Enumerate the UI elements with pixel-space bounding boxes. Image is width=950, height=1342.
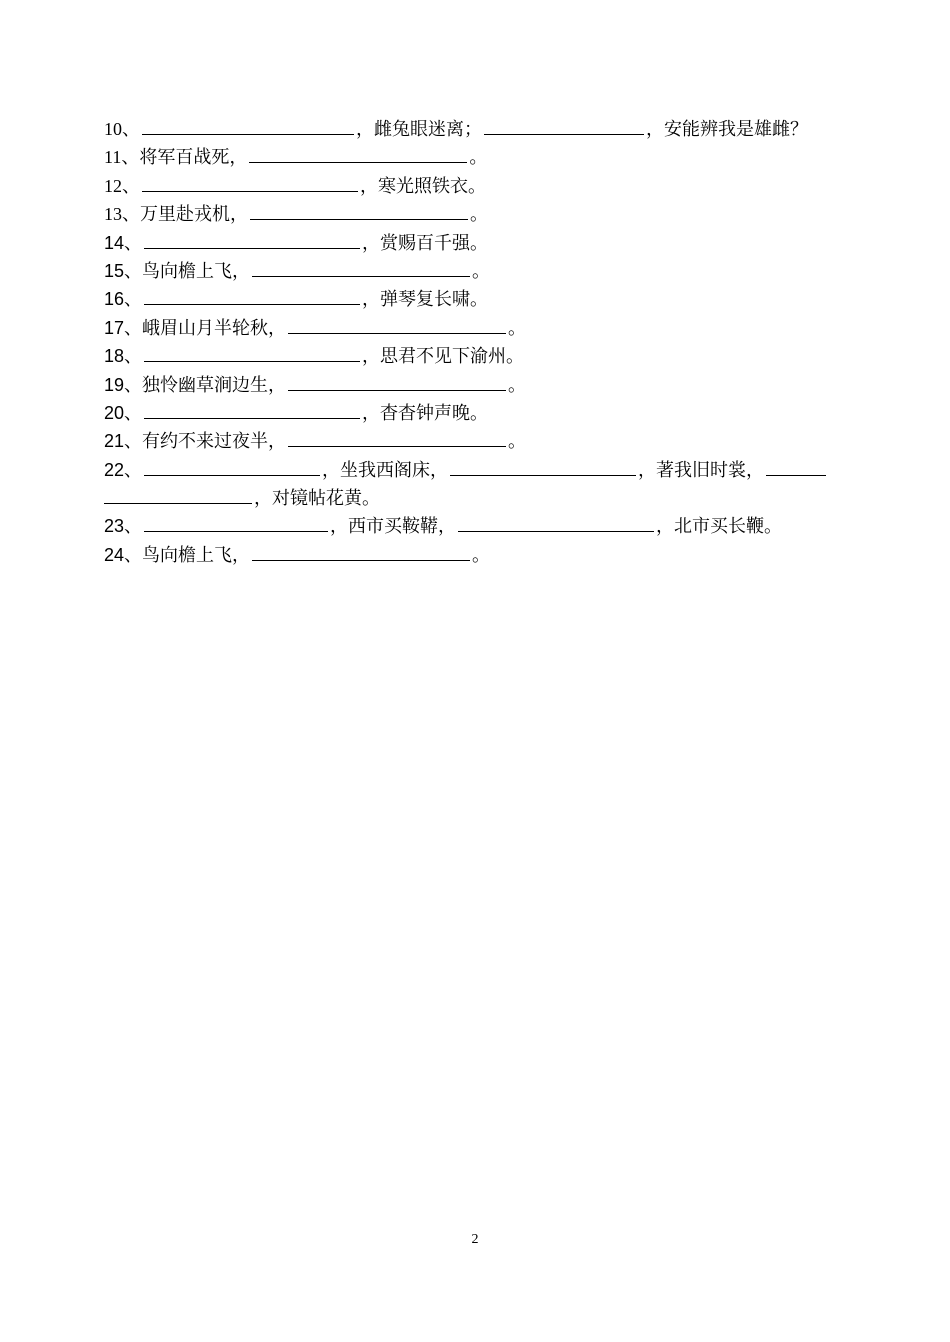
answer-blank[interactable]	[142, 171, 358, 192]
answer-blank[interactable]	[144, 455, 320, 476]
line-text: ，坐我西阁床，	[322, 459, 449, 481]
line-text: ，安能辨我是雄雌？	[646, 119, 808, 140]
line-number: 12、	[104, 175, 140, 196]
line-text: ，杳杳钟声晚。	[362, 402, 489, 424]
line-number: 21、	[104, 431, 143, 452]
line-text: 将军百战死，	[139, 147, 248, 169]
line-text: 。	[508, 374, 527, 396]
line-text: 独怜幽草涧边生，	[142, 374, 287, 396]
line-number: 14、	[104, 232, 143, 253]
line-text: 有约不来过夜半，	[142, 431, 287, 453]
line-text: 。	[472, 544, 491, 566]
line-text: 。	[508, 317, 527, 339]
exercise-line-24	[104, 540, 864, 568]
line-number: 10、	[104, 119, 140, 139]
answer-blank[interactable]	[288, 313, 506, 334]
answer-blank[interactable]	[766, 455, 826, 476]
line-number: 17、	[104, 317, 143, 338]
line-number: 13、	[104, 204, 140, 225]
answer-blank[interactable]	[144, 284, 360, 305]
answer-blank[interactable]	[250, 199, 468, 220]
exercise-line-22-continued	[104, 483, 864, 511]
exercise-line-20	[104, 398, 864, 426]
page-number: 2	[471, 1232, 479, 1247]
line-number: 23、	[104, 516, 143, 537]
answer-blank[interactable]	[144, 511, 328, 532]
line-text: 鸟向檐上飞，	[142, 260, 251, 282]
exercise-line-13	[104, 199, 864, 227]
line-text: ，对镜帖花黄。	[254, 488, 380, 510]
line-number: 22、	[104, 459, 143, 480]
line-text: 鸟向檐上飞，	[142, 544, 251, 566]
exercise-line-12	[104, 171, 864, 199]
line-number: 15、	[104, 260, 143, 281]
line-number: 19、	[104, 374, 143, 395]
answer-blank[interactable]	[288, 426, 506, 447]
line-text: ，弹琴复长啸。	[362, 289, 489, 311]
line-text: ，思君不见下渝州。	[362, 346, 525, 368]
line-text: 。	[470, 204, 488, 226]
exercise-list	[104, 114, 864, 568]
line-number: 11、	[104, 147, 140, 168]
line-text: ，赏赐百千强。	[362, 232, 489, 254]
line-text: 。	[472, 260, 491, 282]
answer-blank[interactable]	[252, 256, 470, 277]
line-text: 万里赴戎机，	[140, 204, 248, 226]
line-text: ，著我旧时裳，	[638, 459, 765, 481]
answer-blank[interactable]	[144, 228, 360, 249]
exercise-line-17	[104, 313, 864, 341]
exercise-line-18	[104, 341, 864, 369]
line-text: ，雌兔眼迷离；	[356, 119, 482, 140]
answer-blank[interactable]	[458, 511, 654, 532]
answer-blank[interactable]	[144, 398, 360, 419]
answer-blank[interactable]	[142, 114, 354, 135]
exercise-line-14	[104, 228, 864, 256]
exercise-line-16	[104, 284, 864, 312]
line-text: 。	[508, 431, 527, 453]
answer-blank[interactable]	[144, 341, 360, 362]
exercise-line-22	[104, 455, 864, 483]
line-text: ，寒光照铁衣。	[360, 175, 486, 197]
line-text: ，北市买长鞭。	[656, 516, 783, 538]
answer-blank[interactable]	[249, 142, 467, 163]
exercise-line-15	[104, 256, 864, 284]
line-number: 16、	[104, 289, 143, 310]
answer-blank[interactable]	[288, 370, 506, 391]
line-text: ，西市买鞍鞯，	[330, 516, 457, 538]
line-number: 20、	[104, 402, 143, 423]
exercise-line-11	[104, 142, 864, 170]
answer-blank[interactable]	[450, 455, 636, 476]
exercise-line-10	[104, 114, 864, 142]
line-text: 峨眉山月半轮秋，	[142, 317, 287, 339]
exercise-line-19	[104, 370, 864, 398]
answer-blank[interactable]	[252, 540, 470, 561]
exercise-line-21	[104, 426, 864, 454]
line-number: 24、	[104, 544, 143, 565]
answer-blank[interactable]	[484, 114, 644, 135]
line-text: 。	[469, 147, 488, 169]
answer-blank[interactable]	[104, 483, 252, 504]
exercise-line-23	[104, 511, 864, 539]
line-number: 18、	[104, 346, 143, 367]
